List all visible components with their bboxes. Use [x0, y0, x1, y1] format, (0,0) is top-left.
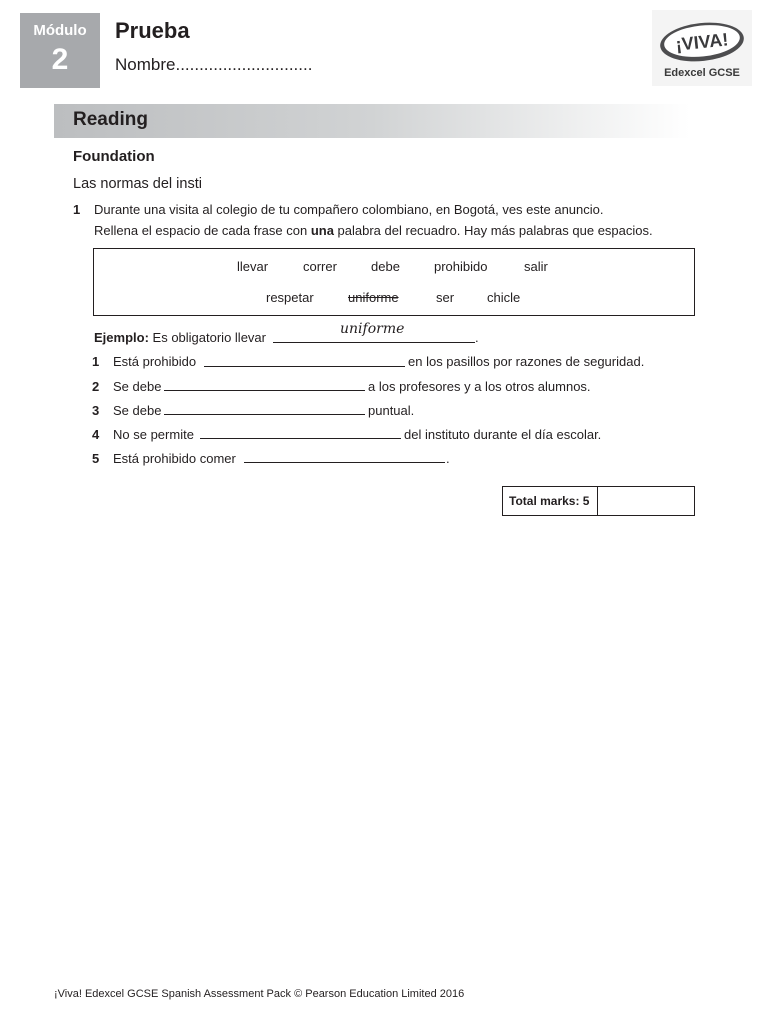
- item-number: 4: [92, 427, 100, 442]
- example-line: [94, 330, 266, 345]
- viva-logo: [652, 10, 752, 86]
- word-bank-item: ser: [436, 290, 455, 305]
- item-text-after: del instituto durante el día escolar.: [404, 427, 602, 442]
- answer-blank-3[interactable]: [164, 414, 365, 415]
- word-bank-item: debe: [371, 259, 400, 274]
- page-title: Prueba: [115, 18, 190, 43]
- footer-copyright: ¡Viva! Edexcel GCSE Spanish Assessment Pack © Pearson Education Limited 2016: [54, 988, 465, 1000]
- instruction-line-2-end: palabra del recuadro. Hay más palabras que espacios.: [333, 223, 653, 238]
- marks-divider: [597, 487, 598, 515]
- word-bank-item-crossed: uniforme: [348, 290, 399, 305]
- item-text-after: a los profesores y a los otros alumnos.: [368, 379, 591, 394]
- total-marks-label: Total marks: 5: [509, 494, 590, 508]
- viva-logo-icon: [658, 18, 746, 64]
- question-number: 1: [73, 202, 81, 217]
- word-bank-item: llevar: [237, 259, 269, 274]
- module-badge: [20, 13, 100, 88]
- total-marks-box: [502, 486, 695, 516]
- logo-text: ¡VIVA!: [674, 29, 730, 55]
- module-label: Módulo: [33, 22, 87, 39]
- word-bank-item: salir: [524, 259, 548, 274]
- section-heading-bar: [54, 104, 690, 138]
- item-text-before: Está prohibido: [113, 354, 197, 369]
- item-number: 3: [92, 403, 100, 418]
- instruction-line-2-start: Rellena el espacio de cada frase con: [94, 223, 311, 238]
- answer-blank-1[interactable]: [204, 366, 405, 367]
- item-text-after: puntual.: [368, 403, 415, 418]
- item-number: 1: [92, 354, 100, 369]
- section-heading: Reading: [73, 109, 148, 130]
- logo-subtitle: Edexcel GCSE: [664, 67, 740, 79]
- name-field[interactable]: [115, 55, 312, 75]
- word-bank-item: prohibido: [434, 259, 488, 274]
- item-text-after: en los pasillos por razones de seguridad.: [408, 354, 645, 369]
- item-text-before: Está prohibido comer: [113, 451, 236, 466]
- answer-blank-4[interactable]: [200, 438, 401, 439]
- word-bank-item: respetar: [266, 290, 314, 305]
- item-number: 2: [92, 379, 100, 394]
- item-text-before: Se debe: [113, 379, 162, 394]
- item-text-before: Se debe: [113, 403, 162, 418]
- module-number: 2: [51, 43, 69, 76]
- name-label: Nombre: [115, 55, 176, 74]
- instruction-line-2: [94, 223, 653, 238]
- item-text-after: .: [446, 451, 450, 466]
- tier-label: Foundation: [73, 148, 155, 165]
- topic-title: Las normas del insti: [73, 176, 202, 192]
- example-answer-blank: [273, 342, 475, 343]
- example-label: Ejemplo:: [94, 330, 149, 345]
- item-number: 5: [92, 451, 100, 466]
- word-bank: [93, 248, 695, 316]
- answer-blank-5[interactable]: [244, 462, 445, 463]
- example-text: Es obligatorio llevar: [152, 330, 266, 345]
- example-period: .: [475, 330, 479, 345]
- instruction-emphasis: una: [310, 223, 334, 238]
- instruction-line-1: Durante una visita al colegio de tu compañero colombiano, en Bogotá, ves este anuncio.: [94, 202, 604, 217]
- word-bank-item: chicle: [487, 290, 521, 305]
- item-text-before: No se permite: [113, 427, 194, 442]
- word-bank-item: correr: [303, 259, 337, 274]
- example-answer: uniforme: [340, 321, 405, 337]
- answer-blank-2[interactable]: [164, 390, 365, 391]
- name-dots: .............................: [175, 55, 313, 74]
- marks-score-field[interactable]: [599, 487, 694, 515]
